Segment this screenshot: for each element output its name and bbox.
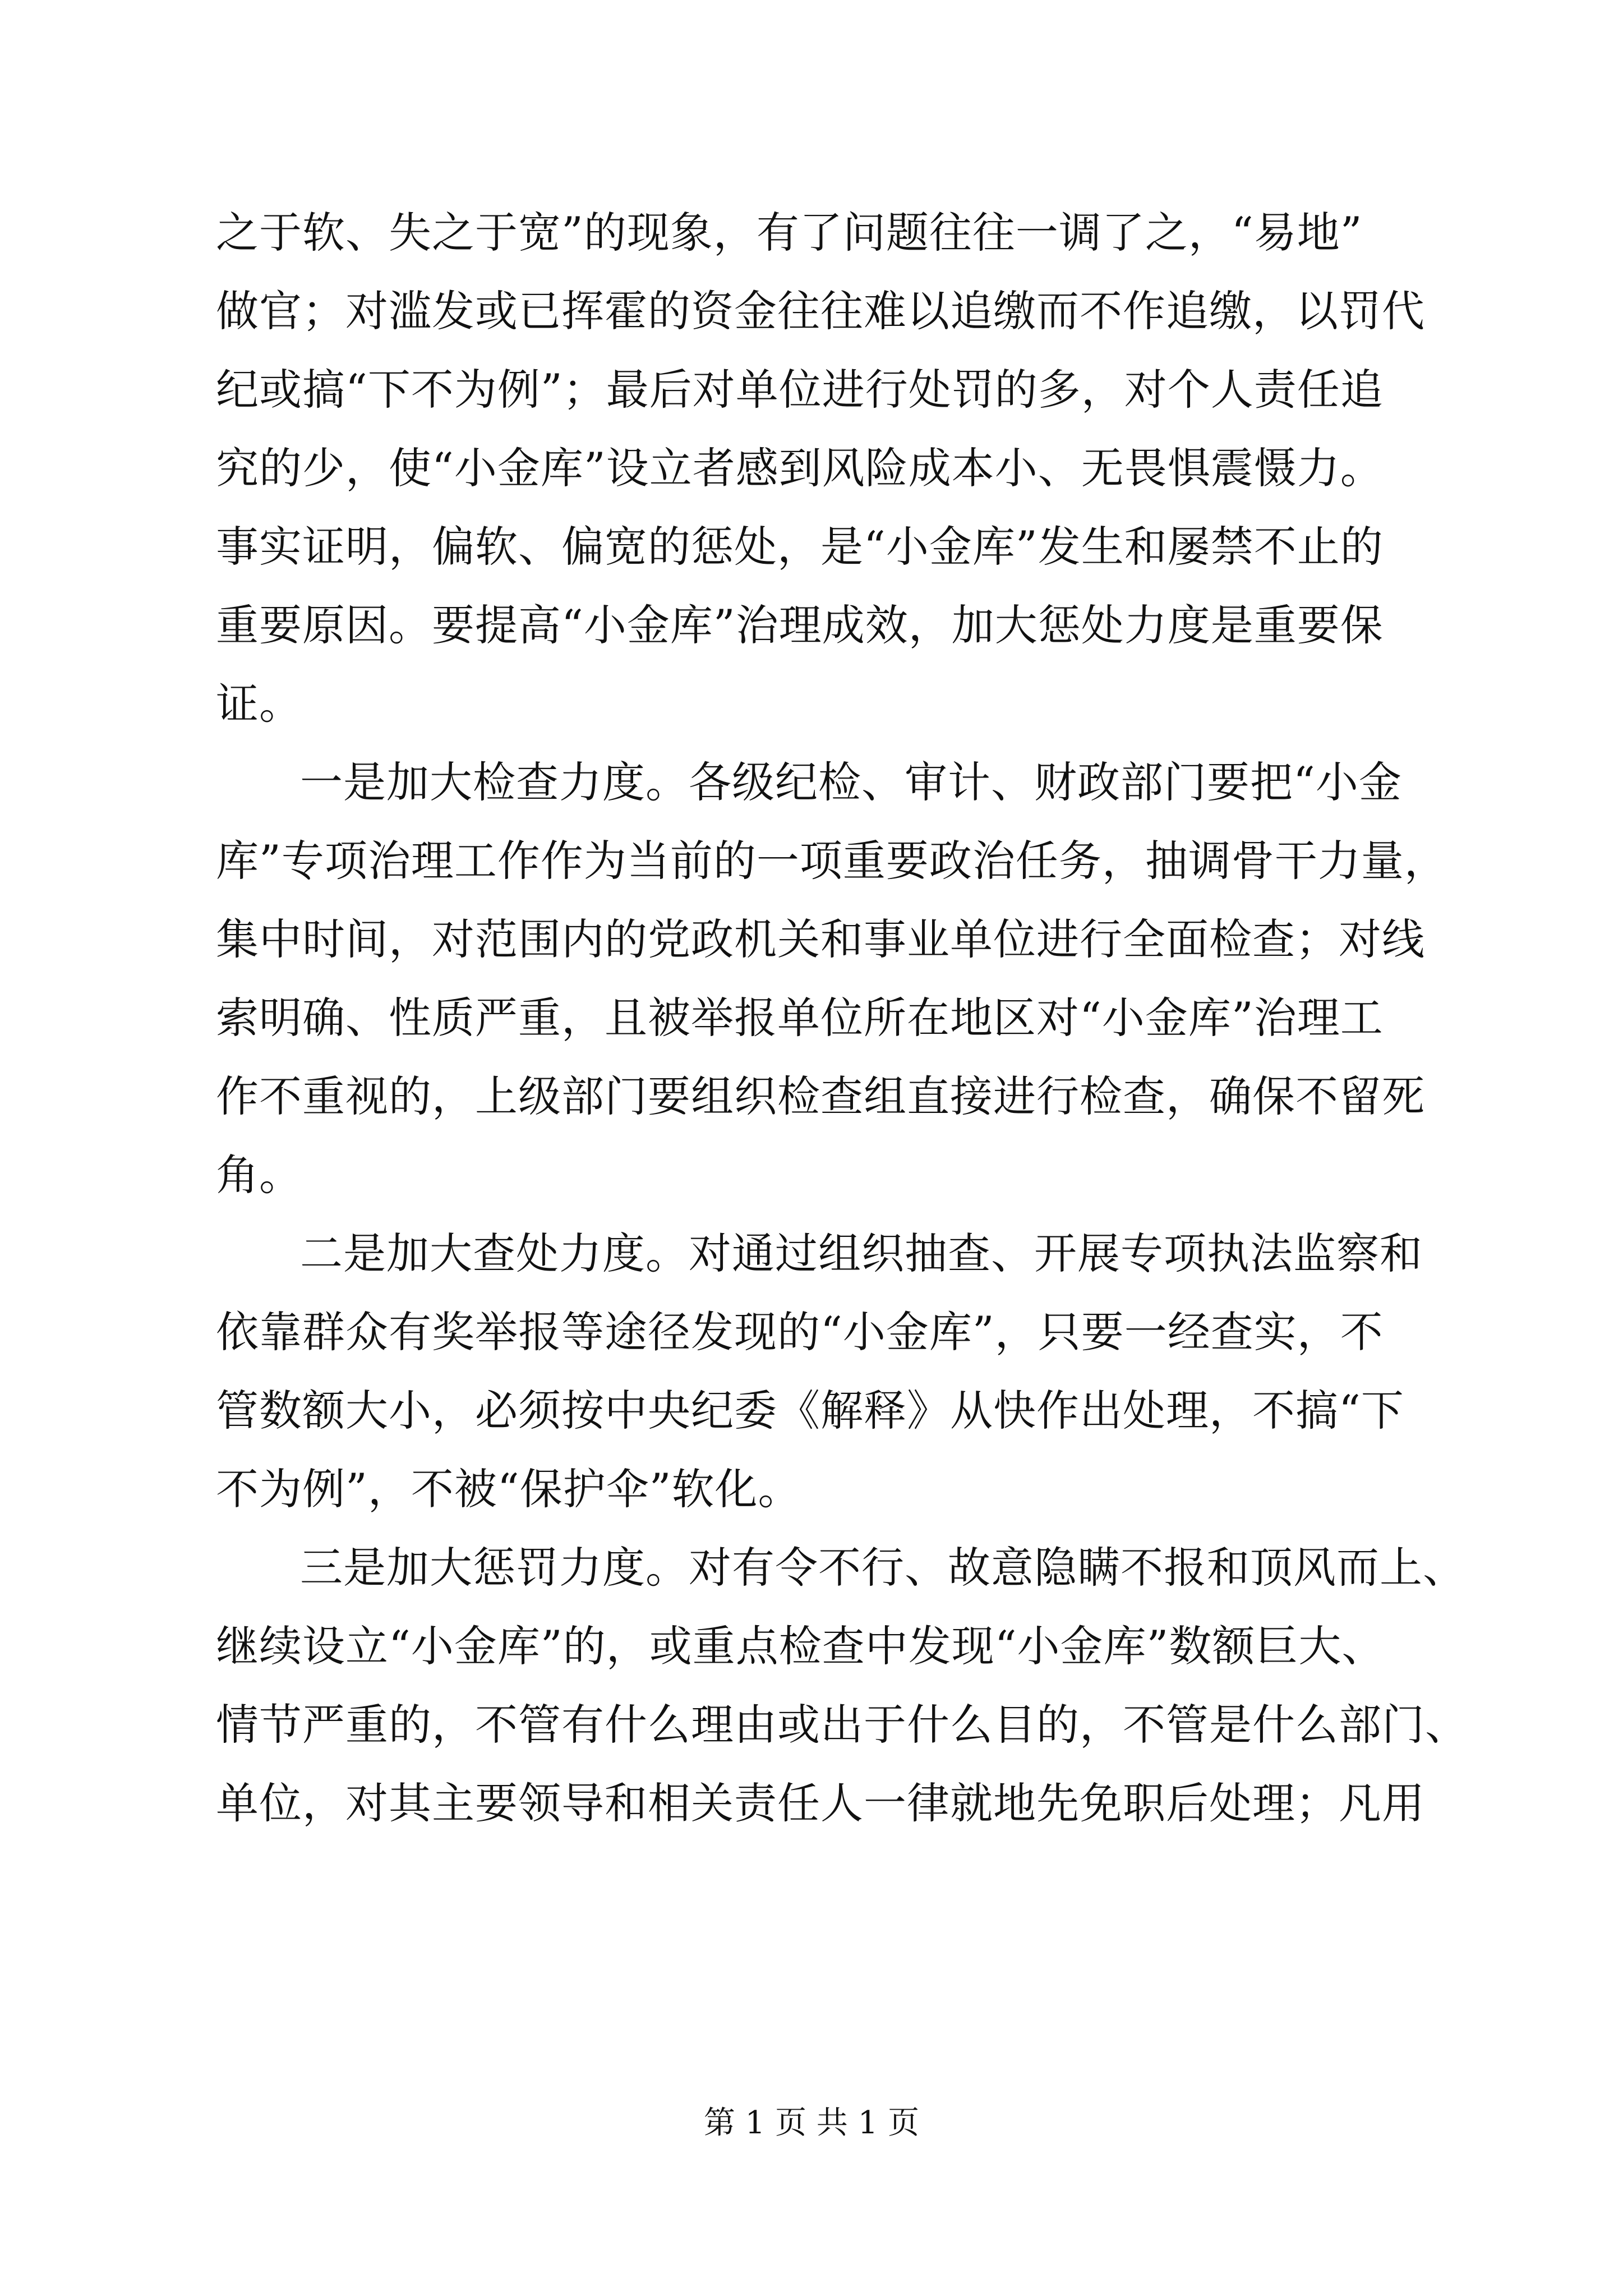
text-line: 证。: [216, 679, 302, 729]
text-line: 事实证明，偏软、偏宽的惩处，是“小金库”发生和屡禁不止的: [216, 522, 1384, 572]
text-line: 一是加大检查力度。各级纪检、审计、财政部门要把“小金: [300, 757, 1402, 807]
text-line: 究的少，使“小金库”设立者感到风险成本小、无畏惧震慑力。: [216, 443, 1384, 493]
document-body: [216, 194, 1468, 1843]
text-line: 单位，对其主要领导和相关责任人一律就地先免职后处理；凡用: [216, 1778, 1425, 1828]
text-line: 之于软、失之于宽”的现象，有了问题往往一调了之，“易地”: [216, 208, 1363, 257]
text-line: 库”专项治理工作作为当前的一项重要政治任务，抽调骨干力量，: [216, 836, 1447, 886]
text-line: 依靠群众有奖举报等途径发现的“小金库”，只要一经查实，不: [216, 1307, 1384, 1357]
text-line: 情节严重的，不管有什么理由或出于什么目的，不管是什么部门、: [216, 1700, 1468, 1750]
text-line: 二是加大查处力度。对通过组织抽查、开展专项执法监察和: [300, 1228, 1423, 1278]
text-line: 做官；对滥发或已挥霍的资金往往难以追缴而不作追缴，以罚代: [216, 286, 1425, 336]
text-line: 索明确、性质严重，且被举报单位所在地区对“小金库”治理工: [216, 993, 1384, 1043]
text-line: 作不重视的，上级部门要组织检查组直接进行检查，确保不留死: [216, 1071, 1425, 1121]
text-line: 重要原因。要提高“小金库”治理成效，加大惩处力度是重要保: [216, 600, 1384, 650]
text-line: 不为例”，不被“保护伞”软化。: [216, 1464, 801, 1514]
text-line: 三是加大惩罚力度。对有令不行、故意隐瞒不报和顶风而上、: [300, 1543, 1466, 1593]
text-line: 集中时间，对范围内的党政机关和事业单位进行全面检查；对线: [216, 914, 1425, 964]
text-line: 纪或搞“下不为例”；最后对单位进行处罚的多，对个人责任追: [216, 365, 1384, 415]
text-line: 角。: [216, 1150, 302, 1200]
text-line: 管数额大小，必须按中央纪委《解释》从快作出处理，不搞“下: [216, 1386, 1404, 1435]
text-line: 继续设立“小金库”的，或重点检查中发现“小金库”数额巨大、: [216, 1621, 1385, 1671]
page-footer: 第 1 页 共 1 页: [703, 2105, 920, 2141]
